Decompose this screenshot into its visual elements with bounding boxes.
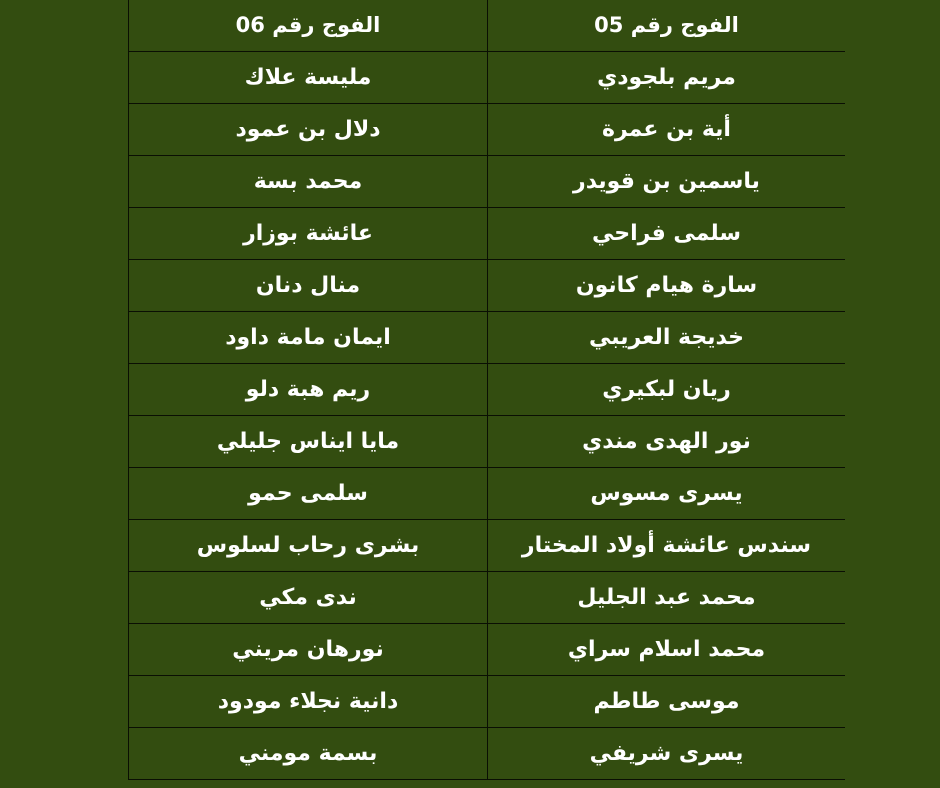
group-05-name: سندس عائشة أولاد المختار [488, 520, 846, 572]
table-row [129, 364, 846, 416]
group-06-name: بسمة مومني [129, 728, 488, 780]
table-row [129, 468, 846, 520]
group-05-name: ياسمين بن قويدر [488, 156, 846, 208]
group-06-name: عائشة بوزار [129, 208, 488, 260]
table-row [129, 208, 846, 260]
group-06-name: دلال بن عمود [129, 104, 488, 156]
group-06-name: محمد بسة [129, 156, 488, 208]
group-06-name: مايا ايناس جليلي [129, 416, 488, 468]
table-row [129, 676, 846, 728]
group-05-name: أية بن عمرة [488, 104, 846, 156]
group-06-name: سلمى حمو [129, 468, 488, 520]
table-row [129, 260, 846, 312]
groups-table-container [128, 0, 845, 788]
group-05-name: نور الهدى مندي [488, 416, 846, 468]
header-group-06: الفوج رقم 06 [129, 0, 488, 52]
table-row [129, 312, 846, 364]
group-06-name: نورهان مريني [129, 624, 488, 676]
header-group-05: الفوج رقم 05 [488, 0, 846, 52]
group-05-name: سارة هيام كانون [488, 260, 846, 312]
group-06-name: مليسة علاك [129, 52, 488, 104]
table-row [129, 520, 846, 572]
group-05-name: يسرى شريفي [488, 728, 846, 780]
group-06-name: بشرى رحاب لسلوس [129, 520, 488, 572]
table-row [129, 572, 846, 624]
group-06-name: دانية نجلاء مودود [129, 676, 488, 728]
table-row [129, 624, 846, 676]
groups-table [128, 0, 845, 780]
table-row [129, 52, 846, 104]
table-row [129, 728, 846, 780]
group-06-name: ندى مكي [129, 572, 488, 624]
table-row [129, 104, 846, 156]
group-05-name: سلمى فراحي [488, 208, 846, 260]
group-05-name: موسى طاطم [488, 676, 846, 728]
group-06-name: ريم هبة دلو [129, 364, 488, 416]
group-05-name: مريم بلجودي [488, 52, 846, 104]
group-05-name: ريان لبكيري [488, 364, 846, 416]
group-05-name: محمد اسلام سراي [488, 624, 846, 676]
table-row [129, 416, 846, 468]
table-header-row [129, 0, 846, 52]
group-05-name: محمد عبد الجليل [488, 572, 846, 624]
group-06-name: منال دنان [129, 260, 488, 312]
group-05-name: يسرى مسوس [488, 468, 846, 520]
group-05-name: خديجة العريبي [488, 312, 846, 364]
group-06-name: ايمان مامة داود [129, 312, 488, 364]
table-row [129, 156, 846, 208]
